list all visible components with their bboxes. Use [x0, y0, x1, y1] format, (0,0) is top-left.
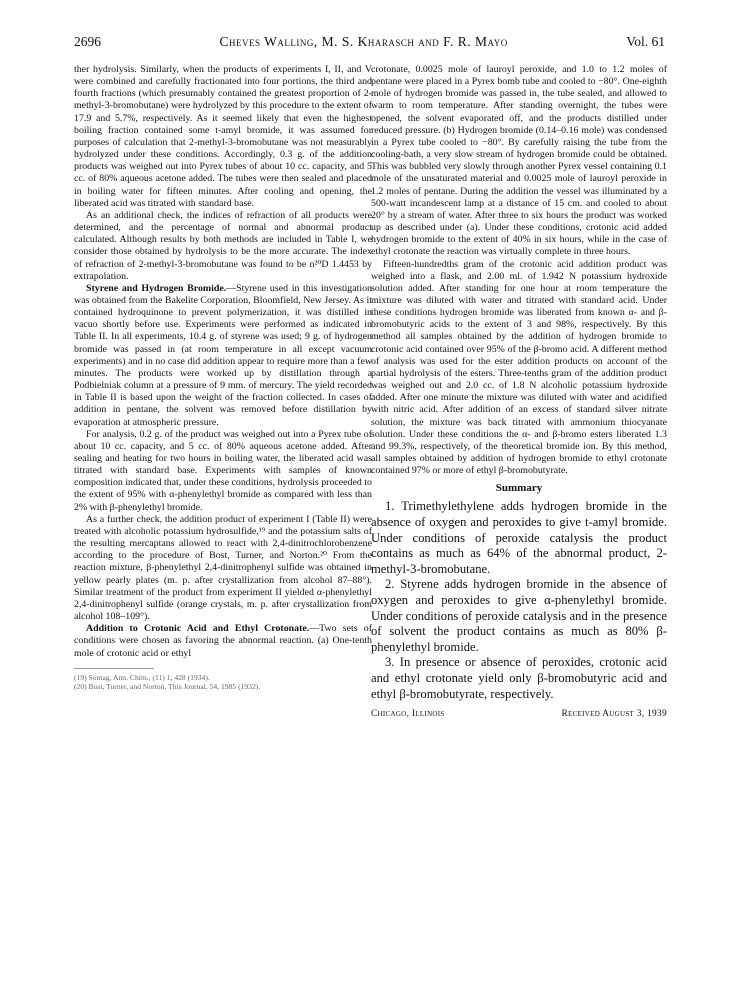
paragraph: [74, 283, 372, 429]
summary-section: [371, 499, 667, 702]
page-number: 2696: [74, 34, 101, 49]
summary-heading: Summary: [495, 482, 543, 495]
section-heading: Addition to Crotonic Acid and Ethyl Crotonate.: [86, 623, 310, 635]
page-header: [74, 34, 665, 54]
paragraph: As an additional check, the indices of refraction of all products were determined, and the percentage of normal and abnormal product calculated. Although results by both methods are included in Table I, we consider those obtained by hydrolysis to be the more accurate. The index of refraction of 2-methyl-3-bromobutane was found to be n²⁰D 1.4453 by extrapolation.: [74, 209, 372, 282]
paragraph: As a further check, the addition product of experiment I (Table II) were treated with alcoholic potassium hydrosulfide,¹⁹ and the potassium salts of the resulting mercaptans allowed to react with 2,4-dinitrochlorobenzene according to the procedure of Bost, Turner, and Norton.²⁰ From the reaction mixture, β-phenylethyl 2,4-dinitrophenyl sulfide was obtained in yellow pearly plates (m. p. after crystallization from alcohol 87–88°). Similar treatment of the product from experiment II yielded α-phenylethyl 2,4-dinitrophenyl sulfide (orange crystals, m. p. after crystallization from alcohol 108–109°).: [74, 513, 372, 623]
institution-location: Chicago, Illinois: [371, 709, 445, 720]
paragraph-text: —Styrene used in this investigation was obtained from the Bakelite Corporation, Bloomfield, New Jersey. As it contained hydroquinone to prevent polymerization, it was distilled in vacuo shortly before use. Experiments were performed as indicated in Table II. In all experiments, 10.4 g. of styrene was used; 9 g. of hydrogen bromide was passed in (at room temperature in all except vacuum experiments) and in no case did addition appear to require more than a few minutes. The products were worked up by distillation through a Podbielniak column at a pressure of 9 mm. of mercury. The yield recorded in Table II is based upon the weight of the fraction collected. In cases of addition in pentane, the solvent was removed before distillation by evaporation at atmospheric pressure.: [74, 282, 372, 428]
footnote: (20) Bost, Turner, and Norton, This Journal, 54, 1985 (1932).: [74, 682, 261, 692]
volume-number: Vol. 61: [626, 34, 665, 49]
section-heading: Styrene and Hydrogen Bromide.: [86, 282, 227, 294]
footnote-divider: [74, 668, 154, 669]
running-authors: Cheves Walling, M. S. Kharasch and F. R. Mayo: [219, 34, 508, 49]
received-line: [371, 708, 667, 720]
right-column: [371, 64, 667, 720]
paragraph-text: —Two sets of conditions were chosen as favoring the abnormal reaction. (a) One-tenth mole of crotonic acid or ethyl: [74, 623, 372, 659]
received-date: Received August 3, 1939: [561, 709, 667, 720]
summary-item: 2. Styrene adds hydrogen bromide in the absence of oxygen and peroxides to give α-phenylethyl bromide. Under conditions of peroxide catalysis and in the presence of solvent the product contains as much as 80% β-phenylethyl bromide.: [371, 577, 667, 654]
paragraph: Fifteen-hundredths gram of the crotonic acid addition product was weighed into a flask, and 2.00 ml. of 1.942 N potassium hydroxide solution added. After standing for one hour at room temperature the mixture was diluted with water and titrated with standard acid. Under these conditions hydrogen bromide was liberated from known α- and β-bromobutyric acids to the extent of 3 and 98%, respectively. By this method all samples obtained by the addition of hydrogen bromide to crotonic acid contained over 95% of the β-bromo acid. A different method of analysis was used for the ester addition products on account of the partial hydrolysis of the esters. Three-tenths gram of the addition product was weighed out and 2.0 cc. of 1.8 N alcoholic potassium hydroxide added. After one minute the mixture was diluted with water and acidified with nitric acid. After addition of an excess of standard silver nitrate solution, the mixture was back titrated with ammonium thiocyanate solution. Under these conditions the α- and β-bromo esters liberated 1.3 and 99.3%, respectively, of the theoretical bromide ion. By this method, all samples obtained by addition of hydrogen bromide to ethyl crotonate contained 97% or more of ethyl β-bromobutyrate.: [371, 258, 667, 477]
summary-item: 1. Trimethylethylene adds hydrogen bromide in the absence of oxygen and peroxides to give t-amyl bromide. Under conditions of peroxide catalysis the product contains as much as 64% of the abnormal product, 2-methyl-3-bromobutane.: [371, 499, 667, 576]
paragraph: For analysis, 0.2 g. of the product was weighed out into a Pyrex tube of about 10 cc. capacity, and 5 cc. of 80% aqueous acetone added. After sealing and heating for two hours in boiling water, the liberated acid was titrated with standard base. Experiments with samples of known composition indicated that, under these conditions, hydrolysis proceeded to the extent of 95% with α-phenylethyl bromide as compared with less than 2% with β-phenylethyl bromide.: [74, 428, 372, 513]
paragraph: ther hydrolysis. Similarly, when the products of experiments I, II, and V were combined and carefully fractionated into four portions, the third and fourth fractions (which presumably contained the greatest proportion of 2-methyl-3-bromobutane) were hydrolyzed by this procedure to the extent of 17.9 and 5.7%, respectively. As it seemed likely that even the highest boiling fraction contained some t-amyl bromide, it was assumed for purposes of calculation that 2-methyl-3-bromobutane was not measurably hydrolyzed under these conditions. Accordingly, 0.3 g. of the addition products was weighed out into Pyrex tubes of about 10 cc. capacity, and 5 cc. of 80% aqueous acetone added. The tubes were then sealed and placed in boiling water for fifteen minutes. After cooling and opening, the liberated acid was titrated with standard base.: [74, 64, 372, 209]
paragraph: crotonate, 0.0025 mole of lauroyl peroxide, and 1.0 to 1.2 moles of pentane were placed in a Pyrex bomb tube and cooled to −80°. One-eighth mole of hydrogen bromide was passed in, the tube sealed, and allowed to warm to room temperature. After standing overnight, the tubes were opened, the solvent evaporated off, and the products distilled under reduced pressure. (b) Hydrogen bromide (0.14–0.16 mole) was condensed in a Pyrex tube cooled to −80°. By carefully raising the tube from the cooling-bath, a very slow stream of hydrogen bromide could be obtained. This was bubbled very slowly through another Pyrex vessel containing 0.1 mole of the unsaturated material and 0.0025 mole of lauroyl peroxide in 1.2 moles of pentane. During the addition the vessel was illuminated by a 500-watt incandescent lamp at a distance of 15 cm. and cooled to about 20° by a stream of water. After three to six hours the product was worked up as described under (a). Under these conditions, crotonic acid added hydrogen bromide to the extent of 40% in six hours, while in the case of ethyl crotonate the reaction was virtually complete in three hours.: [371, 64, 667, 258]
paragraph: [74, 623, 372, 659]
left-column: [74, 64, 372, 692]
summary-item: 3. In presence or absence of peroxides, crotonic acid and ethyl crotonate yield only β-bromobutyric acid and ethyl β-bromobutyrate, respectively.: [371, 655, 667, 701]
footnote: (19) Sontag, Ann. Chim., (11) 1, 428 (1934).: [74, 672, 210, 682]
